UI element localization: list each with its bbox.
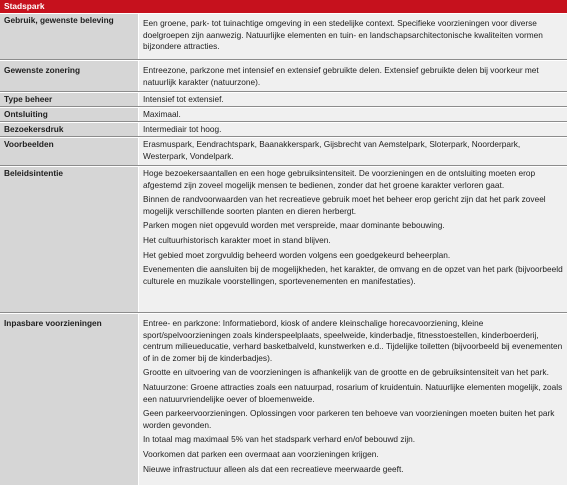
row-gebruik xyxy=(0,13,567,60)
row-text: Entree- en parkzone: Informatiebord, kiosk of andere kleinschalige horecavoorziening, kleine sport/spelvoorzieningen zoals kinderspeelplaats, speelweide, kinderbadje, fitnesstoestellen, kinderboerderij, centrum milieueducatie, verhard basketbalveld, kunstwerken e.d.. Tijdelijke toiletten (bijvoorbeeld bij evenementen of in de zomer bij de kinderbadjes). xyxy=(143,318,563,363)
row-ontsluiting xyxy=(0,107,567,122)
row-label: Gewenste zonering xyxy=(0,61,138,91)
row-content xyxy=(139,314,567,485)
row-content xyxy=(139,138,567,165)
row-text: Intermediair tot hoog. xyxy=(143,124,222,134)
row-content xyxy=(139,61,567,91)
table-title: Stadspark xyxy=(0,0,567,13)
row-label: Ontsluiting xyxy=(0,108,138,121)
row-text: Maximaal. xyxy=(143,109,181,119)
row-text: Natuurzone: Groene attracties zoals een natuurpad, rosarium of kruidentuin. Natuurlijke elementen mogelijk, zoals een natuurvriendelijke oever of bloemenweide. xyxy=(143,381,563,404)
row-inpasbare-voorzieningen xyxy=(0,313,567,485)
row-text: In totaal mag maximaal 5% van het stadspark verhard en/of bebouwd zijn. xyxy=(143,434,416,445)
row-text: Parken mogen niet opgevuld worden met verspreide, maar dominante bebouwing. xyxy=(143,220,445,231)
row-content xyxy=(139,167,567,312)
row-text: Het cultuurhistorisch karakter moet in stand blijven. xyxy=(143,234,331,245)
row-label: Inpasbare voorzieningen xyxy=(0,314,138,485)
row-text: Nieuwe infrastructuur alleen als dat een recreatieve meerwaarde geeft. xyxy=(143,463,404,474)
row-beheer xyxy=(0,92,567,107)
row-label: Bezoekersdruk xyxy=(0,123,138,136)
row-text: Intensief tot extensief. xyxy=(143,94,224,104)
row-text: Het gebied moet zorgvuldig beheerd worden volgens een goedgekeurd beheerplan. xyxy=(143,249,451,260)
row-text: Entreezone, parkzone met intensief en extensief gebruikte delen. Extensief gebruikte delen bij voorkeur met natuurlijk karakter (natuurzone). xyxy=(143,65,539,87)
row-text: Hoge bezoekersaantallen en een hoge gebruiksintensiteit. De voorzieningen en de ontsluiting moeten erop afgestemd zijn zoveel mogelijk mensen te bedienen, zonder dat het groene karakter verloren gaat. xyxy=(143,168,536,190)
row-text: Voorkomen dat parken een overmaat aan voorzieningen krijgen. xyxy=(143,448,379,459)
row-zonering xyxy=(0,60,567,92)
row-content xyxy=(139,108,567,121)
row-beleidsintentie xyxy=(0,166,567,313)
row-content xyxy=(139,93,567,106)
row-text: Geen parkeervoorzieningen. Oplossingen voor parkeren ten behoeve van voorzieningen moeten buiten het park worden gevonden. xyxy=(143,408,555,430)
row-bezoekersdruk xyxy=(0,122,567,137)
row-text: Grootte en uitvoering van de voorzieningen is afhankelijk van de grootte en de gebruiksintensiteit van het park. xyxy=(143,367,549,378)
row-content xyxy=(139,14,567,59)
row-voorbeelden xyxy=(0,137,567,166)
row-text: Evenementen die aansluiten bij de mogelijkheden, het karakter, de omvang en de opzet van het park (bijvoorbeeld culturele en muzikale voorstellingen, sportevenementen en manifestaties). xyxy=(143,264,563,286)
row-text: Een groene, park- tot tuinachtige omgeving in een stedelijke context. Specifieke voorzieningen voor diverse doelgroepen zijn aanwezig. Natuurlijke elementen en tuin- en landschapsarchitectonische kwaliteiten vormen bijzondere attracties. xyxy=(143,18,543,52)
row-label: Voorbeelden xyxy=(0,138,138,165)
row-content xyxy=(139,123,567,136)
row-label: Beleidsintentie xyxy=(0,167,138,312)
row-label: Type beheer xyxy=(0,93,138,106)
row-label: Gebruik, gewenste beleving xyxy=(0,14,138,59)
row-text: Erasmuspark, Eendrachtspark, Baanakkerspark, Gijsbrecht van Aemstelpark, Sloterpark, Noorderpark, Westerpark, Vondelpark. xyxy=(143,139,521,161)
row-text: Binnen de randvoorwaarden van het recreatieve gebruik moet het beheer erop gericht zijn dat het park zoveel mogelijk verschillende soorten planten en dieren herbergt. xyxy=(143,194,546,216)
